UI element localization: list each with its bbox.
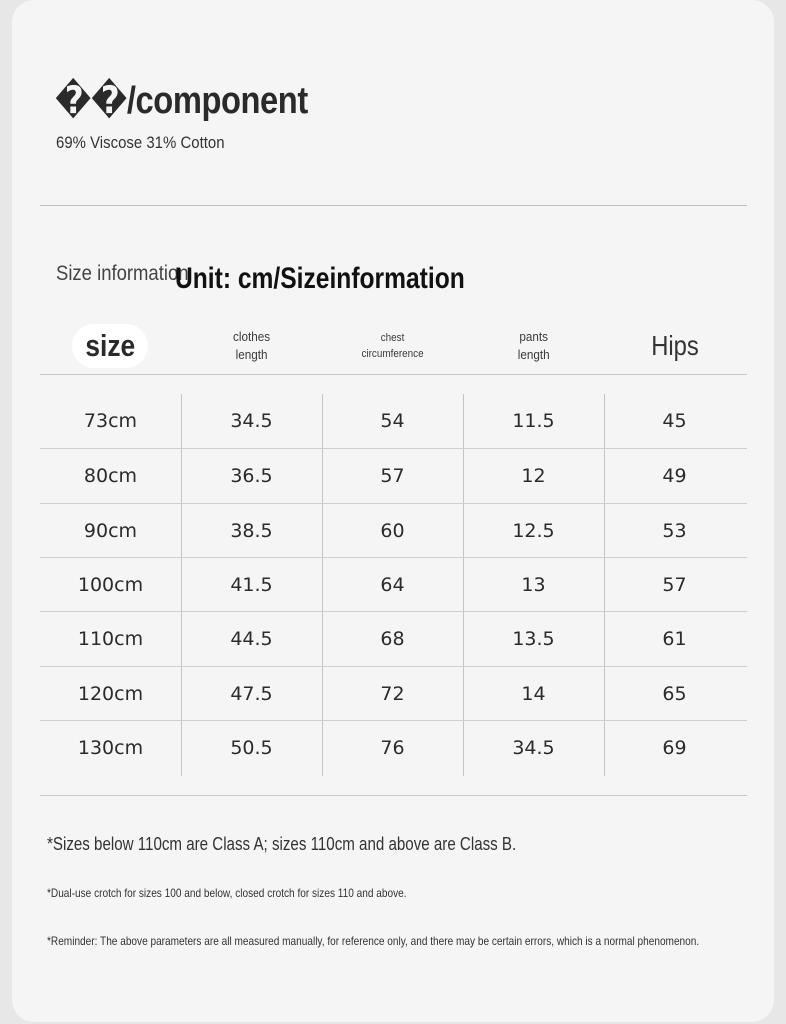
cell-clothes-length: 44.5 [230, 628, 273, 650]
cell-hips: 69 [662, 737, 687, 759]
column-header-label: pants length [517, 329, 550, 362]
column-header-label: clothes length [232, 329, 271, 362]
crotch-note: *Dual-use crotch for sizes 100 and below, closed crotch for sizes 110 and above. [47, 886, 407, 900]
cell-clothes-length: 41.5 [230, 574, 273, 596]
unit-label: Unit: cm/Sizeinformation [175, 262, 465, 295]
column-header-hips [604, 318, 747, 374]
column-header-label: chest circumference [361, 332, 424, 360]
column-header-pants-length [463, 318, 604, 374]
class-note: *Sizes below 110cm are Class A; sizes 110cm and above are Class B. [47, 834, 517, 854]
cell-chest: 68 [380, 628, 405, 650]
cell-hips: 49 [662, 465, 687, 487]
column-header-label: size [85, 328, 136, 363]
cell-chest: 64 [380, 574, 405, 596]
cell-size: 130cm [77, 737, 144, 759]
cell-hips: 53 [662, 520, 687, 542]
cell-hips: 45 [662, 410, 687, 432]
size-table [40, 394, 747, 776]
cell-size: 80cm [83, 465, 138, 487]
cell-size: 73cm [83, 410, 138, 432]
cell-pants-length: 13.5 [512, 628, 555, 650]
cell-hips: 65 [662, 683, 687, 705]
table-row [40, 667, 747, 721]
table-row [40, 558, 747, 612]
reminder-note: *Reminder: The above parameters are all measured manually, for reference only, and there may be certain errors, which is a normal phenomenon. [47, 934, 700, 948]
cell-clothes-length: 36.5 [230, 465, 273, 487]
cell-pants-length: 11.5 [512, 410, 555, 432]
cell-chest: 72 [380, 683, 405, 705]
cell-pants-length: 12 [521, 465, 546, 487]
cell-pants-length: 14 [521, 683, 546, 705]
table-row [40, 721, 747, 775]
cell-pants-length: 34.5 [512, 737, 555, 759]
table-header [40, 318, 747, 374]
column-header-chest [322, 318, 463, 374]
cell-hips: 61 [662, 628, 687, 650]
cell-chest: 54 [380, 410, 405, 432]
cell-chest: 60 [380, 520, 405, 542]
table-row [40, 394, 747, 448]
cell-chest: 57 [380, 465, 405, 487]
column-header-label: Hips [651, 330, 700, 361]
table-row [40, 612, 747, 666]
size-information-label: Size information [56, 262, 189, 285]
cell-size: 120cm [77, 683, 144, 705]
cell-hips: 57 [662, 574, 687, 596]
cell-clothes-length: 34.5 [230, 410, 273, 432]
cell-size: 90cm [83, 520, 138, 542]
cell-size: 110cm [77, 628, 144, 650]
column-header-clothes-length [181, 318, 322, 374]
page-title: ��/component [55, 80, 308, 122]
top-divider [40, 205, 747, 206]
bottom-divider [40, 795, 747, 796]
header-divider [40, 374, 747, 375]
cell-pants-length: 12.5 [512, 520, 555, 542]
cell-size: 100cm [77, 574, 144, 596]
cell-clothes-length: 47.5 [230, 683, 273, 705]
cell-clothes-length: 50.5 [230, 737, 273, 759]
cell-chest: 76 [380, 737, 405, 759]
cell-pants-length: 13 [521, 574, 546, 596]
cell-clothes-length: 38.5 [230, 520, 273, 542]
fabric-composition: 69% Viscose 31% Cotton [56, 133, 225, 152]
table-row [40, 449, 747, 503]
column-header-size [40, 318, 181, 374]
table-row [40, 504, 747, 558]
